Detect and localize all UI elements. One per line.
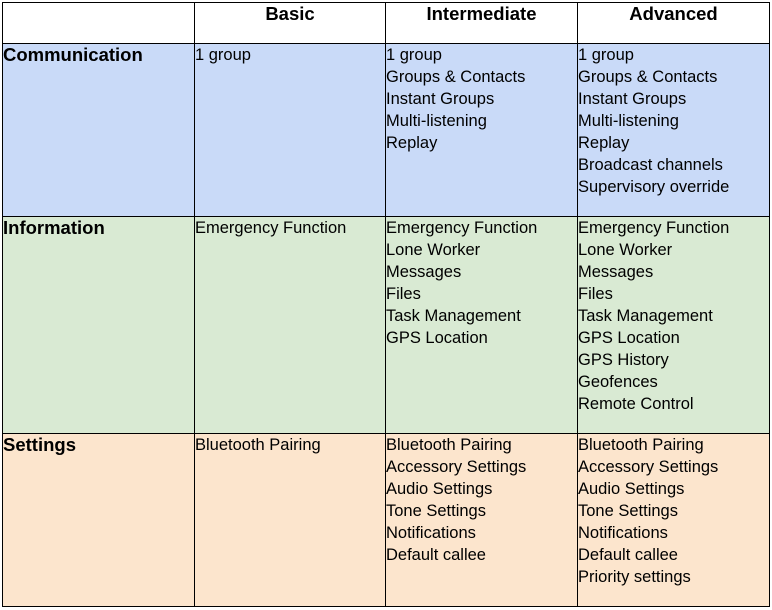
feature-item: 1 group [578,46,634,64]
feature-item: Tone Settings [578,502,678,520]
feature-item: Multi-listening [578,112,679,130]
feature-item: Tone Settings [386,502,486,520]
feature-item: Emergency Function [386,219,538,237]
feature-item: Accessory Settings [578,458,719,476]
feature-item: Instant Groups [578,90,687,108]
feature-item: Bluetooth Pairing [578,436,704,454]
column-header-advanced: Advanced [578,3,770,44]
feature-item: 1 group [195,46,251,64]
feature-item: GPS Location [386,329,488,347]
feature-item: GPS History [578,351,669,369]
row-label-information: Information [3,217,195,434]
feature-item: Default callee [386,546,486,564]
feature-item: Bluetooth Pairing [195,436,321,454]
cell-communication-basic [195,44,386,217]
feature-item: Bluetooth Pairing [386,436,512,454]
row-label-settings: Settings [3,434,195,607]
row-label-communication: Communication [3,44,195,217]
feature-item: Priority settings [578,568,691,586]
table-row-settings [3,434,770,607]
feature-item: Emergency Function [578,219,730,237]
cell-communication-advanced [578,44,770,217]
feature-item: Emergency Function [195,219,347,237]
header-corner-cell [3,3,195,44]
feature-item: Task Management [386,307,521,325]
cell-information-intermediate [386,217,578,434]
feature-item: Notifications [578,524,668,542]
feature-item: Files [386,285,421,303]
table-row-communication [3,44,770,217]
feature-item: Replay [578,134,630,152]
feature-item: Files [578,285,613,303]
table-row-information [3,217,770,434]
cell-information-advanced [578,217,770,434]
feature-item: Geofences [578,373,658,391]
cell-information-basic [195,217,386,434]
feature-item: Groups & Contacts [386,68,526,86]
feature-item: Broadcast channels [578,156,723,174]
cell-settings-intermediate [386,434,578,607]
feature-item: Task Management [578,307,713,325]
column-header-intermediate: Intermediate [386,3,578,44]
header-row [3,3,770,44]
feature-item: GPS Location [578,329,680,347]
feature-item: Remote Control [578,395,694,413]
feature-item: Lone Worker [386,241,481,259]
feature-item: Messages [386,263,462,281]
feature-item: Messages [578,263,654,281]
feature-item: Audio Settings [386,480,493,498]
feature-item: Instant Groups [386,90,495,108]
feature-item: Lone Worker [578,241,673,259]
feature-item: Replay [386,134,438,152]
feature-item: Default callee [578,546,678,564]
column-header-basic: Basic [195,3,386,44]
cell-settings-advanced [578,434,770,607]
feature-item: Supervisory override [578,178,730,196]
feature-item: Multi-listening [386,112,487,130]
cell-communication-intermediate [386,44,578,217]
feature-item: Audio Settings [578,480,685,498]
feature-item: Notifications [386,524,476,542]
cell-settings-basic [195,434,386,607]
feature-item: 1 group [386,46,442,64]
feature-item: Groups & Contacts [578,68,718,86]
feature-item: Accessory Settings [386,458,527,476]
feature-comparison-table [2,2,770,607]
